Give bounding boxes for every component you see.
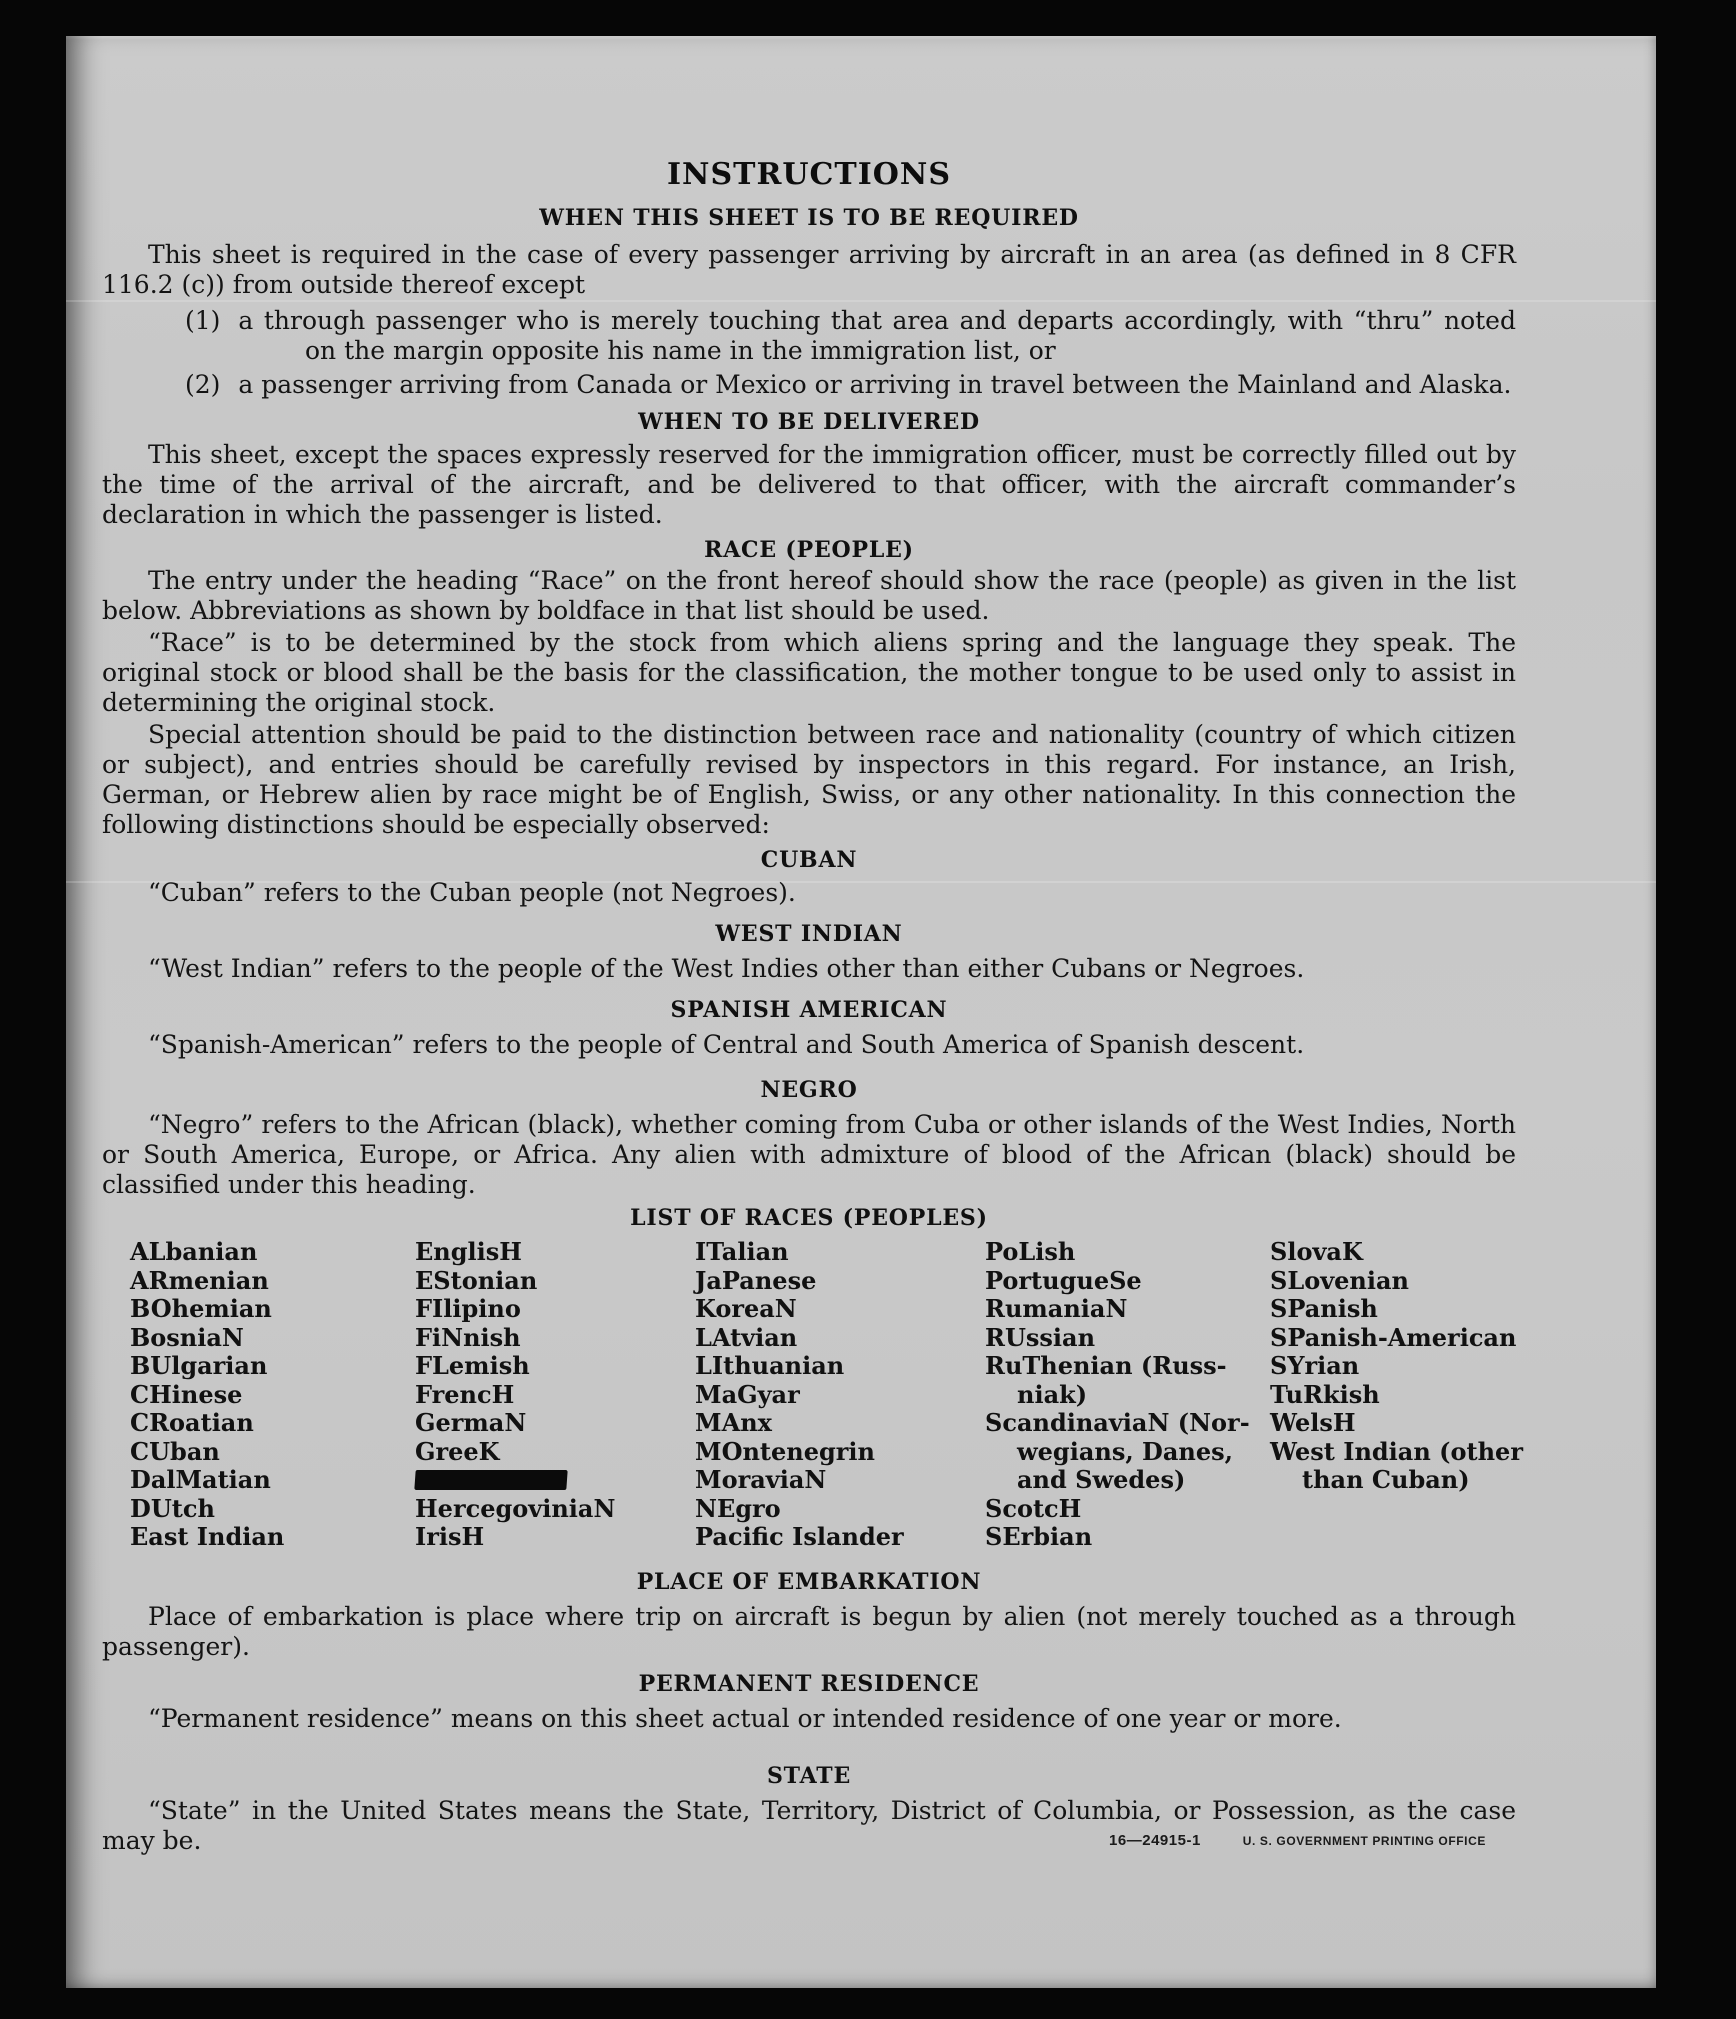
heading-race-people: RACE (PEOPLE) [704,537,914,563]
race-item: WelsH [1270,1408,1356,1437]
race-item: FiNnish [415,1322,521,1352]
race-item: NEgro [695,1493,781,1523]
list-item-number: (1) [185,306,221,335]
race-item: FLemish [415,1351,530,1380]
race-item: than Cuban) [1302,1465,1470,1494]
heading-state: STATE [766,1762,852,1789]
race-item: RumaniaN [985,1294,1128,1323]
race-item: BUlgarian [130,1351,268,1380]
paragraph-spanish-american: “Spanish-American” refers to the people of Central and South America of Spanish descent. [148,1030,1305,1059]
paragraph-when-delivered: This sheet, except the spaces expressly reserved for the immigration officer, must be correctly filled out by the time of the arrival of the aircraft, and be delivered to that officer, with the aircraft commander’s declaration in which the passenger is listed. [102,440,1516,529]
list-item-1 [102,306,1516,366]
race-item: MaGyar [695,1379,800,1409]
list-item-text: a passenger arriving from Canada or Mexico or arriving in travel between the Mainland and Alaska. [238,370,1512,399]
races-column-1 [130,1238,415,1552]
paragraph-residence: “Permanent residence” means on this sheet actual or intended residence of one year or more. [148,1703,1342,1733]
race-item: DalMatian [130,1465,271,1494]
race-item: MoraviaN [695,1465,827,1494]
race-item: TuRkish [1270,1379,1380,1409]
paragraph-race-3: Special attention should be paid to the distinction between race and nationality (country of which citizen or subject), and entries should be carefully revised by inspectors in this regard. For instance, an Irish, German, or Hebrew alien by race might be of English, Swiss, or any other nationality. In this connection the following distinctions should be especially observed: [102,720,1516,839]
race-item-redacted [414,1470,567,1490]
race-item: HercegoviniaN [415,1493,616,1523]
race-item: SErbian [985,1522,1093,1551]
race-item: EnglisH [415,1237,522,1266]
paragraph-when-required-intro: This sheet is required in the case of every passenger arriving by aircraft in an area (as defined in 8 CFR 116.2 (c)) from outside thereof except [102,240,1516,299]
paragraph-embarkation: Place of embarkation is place where trip on aircraft is begun by alien (not merely touched as a through passenger). [102,1601,1516,1661]
races-column-3 [695,1238,985,1552]
scanned-page [66,36,1656,1988]
list-item-text: a through passenger who is merely touching that area and departs accordingly, with “thru” noted on the margin opposite his name in the immigration list, or [238,306,1516,365]
race-item: KoreaN [695,1294,797,1323]
paragraph-cuban: “Cuban” refers to the Cuban people (not Negroes). [148,878,796,907]
race-item: GreeK [415,1436,500,1466]
races-list [130,1237,1523,1552]
print-code: 16—24915-1 [1109,1831,1201,1849]
race-item: SlovaK [1270,1237,1363,1266]
paragraph-race-2: “Race” is to be determined by the stock from which aliens spring and the language they speak. The original stock or blood shall be the basis for the classification, the mother tongue to be used only to assist in determining the original stock. [102,628,1516,717]
printing-office-label: U. S. GOVERNMENT PRINTING OFFICE [1242,1833,1486,1848]
heading-west-indian: WEST INDIAN [715,921,903,947]
race-item: MAnx [695,1408,772,1437]
race-item: SYrian [1270,1351,1360,1380]
race-item: LIthuanian [695,1351,845,1380]
race-item: ScandinaviaN (Nor- [985,1408,1250,1437]
race-item: PoLish [985,1237,1076,1266]
heading-embarkation: PLACE OF EMBARKATION [636,1568,982,1595]
heading-when-required: WHEN THIS SHEET IS TO BE REQUIRED [539,205,1079,231]
paragraph-negro: “Negro” refers to the African (black), whether coming from Cuba or other islands of the West Indies, North or South America, Europe, or Africa. Any alien with admixture of blood of the African (black) should be classified under this heading. [102,1110,1516,1199]
race-item: ITalian [695,1237,789,1266]
race-item: ARmenian [130,1265,269,1295]
race-item: DUtch [130,1493,215,1523]
page-content [66,156,1656,1855]
race-item: PortugueSe [985,1265,1142,1295]
race-item: FIlipino [415,1294,521,1323]
races-column-4 [985,1238,1270,1552]
race-item: East Indian [130,1522,285,1551]
race-item: EStonian [415,1265,538,1295]
race-item: CRoatian [130,1408,254,1437]
heading-negro: NEGRO [760,1077,858,1103]
heading-cuban: CUBAN [760,847,858,873]
race-item: wegians, Danes, [1017,1436,1233,1466]
race-item: ScotcH [985,1493,1082,1523]
race-item: RUssian [985,1322,1096,1352]
race-item: West Indian (other [1270,1436,1523,1466]
race-item: IrisH [415,1522,485,1551]
race-item: SPanish-American [1270,1322,1517,1352]
list-item-2 [102,370,1516,400]
paragraph-state: “State” in the United States means the State, Territory, District of Columbia, or Possession, as the case may be. [102,1795,1516,1855]
race-item: FrencH [415,1379,515,1409]
race-item: MOntenegrin [695,1436,875,1466]
races-column-5 [1270,1238,1523,1552]
heading-residence: PERMANENT RESIDENCE [638,1670,980,1697]
race-item: and Swedes) [1017,1465,1186,1494]
race-item: BOhemian [130,1294,272,1323]
race-item: JaPanese [695,1265,817,1295]
race-item: Pacific Islander [695,1522,904,1551]
race-item: CHinese [130,1379,243,1409]
heading-list-of-races: LIST OF RACES (PEOPLES) [630,1205,988,1231]
race-item: CUban [130,1436,220,1466]
race-item: RuThenian (Russ- [985,1351,1227,1380]
print-footer [102,1832,1516,1849]
heading-when-delivered: WHEN TO BE DELIVERED [638,409,980,435]
race-item: LAtvian [695,1322,798,1352]
races-column-2 [415,1238,695,1552]
race-item: ALbanian [130,1237,258,1266]
race-item: GermaN [415,1408,527,1437]
list-item-number: (2) [185,370,221,399]
race-item: BosniaN [130,1322,244,1352]
race-item: niak) [1017,1379,1088,1409]
paragraph-west-indian: “West Indian” refers to the people of the West Indies other than either Cubans or Negroes. [148,954,1305,983]
race-item: SPanish [1270,1294,1378,1323]
race-item: SLovenian [1270,1265,1409,1295]
page-title: INSTRUCTIONS [667,157,951,192]
paragraph-race-1: The entry under the heading “Race” on the front hereof should show the race (people) as given in the list below. Abbreviations as shown by boldface in that list should be used. [102,566,1516,625]
heading-spanish-american: SPANISH AMERICAN [670,997,948,1023]
